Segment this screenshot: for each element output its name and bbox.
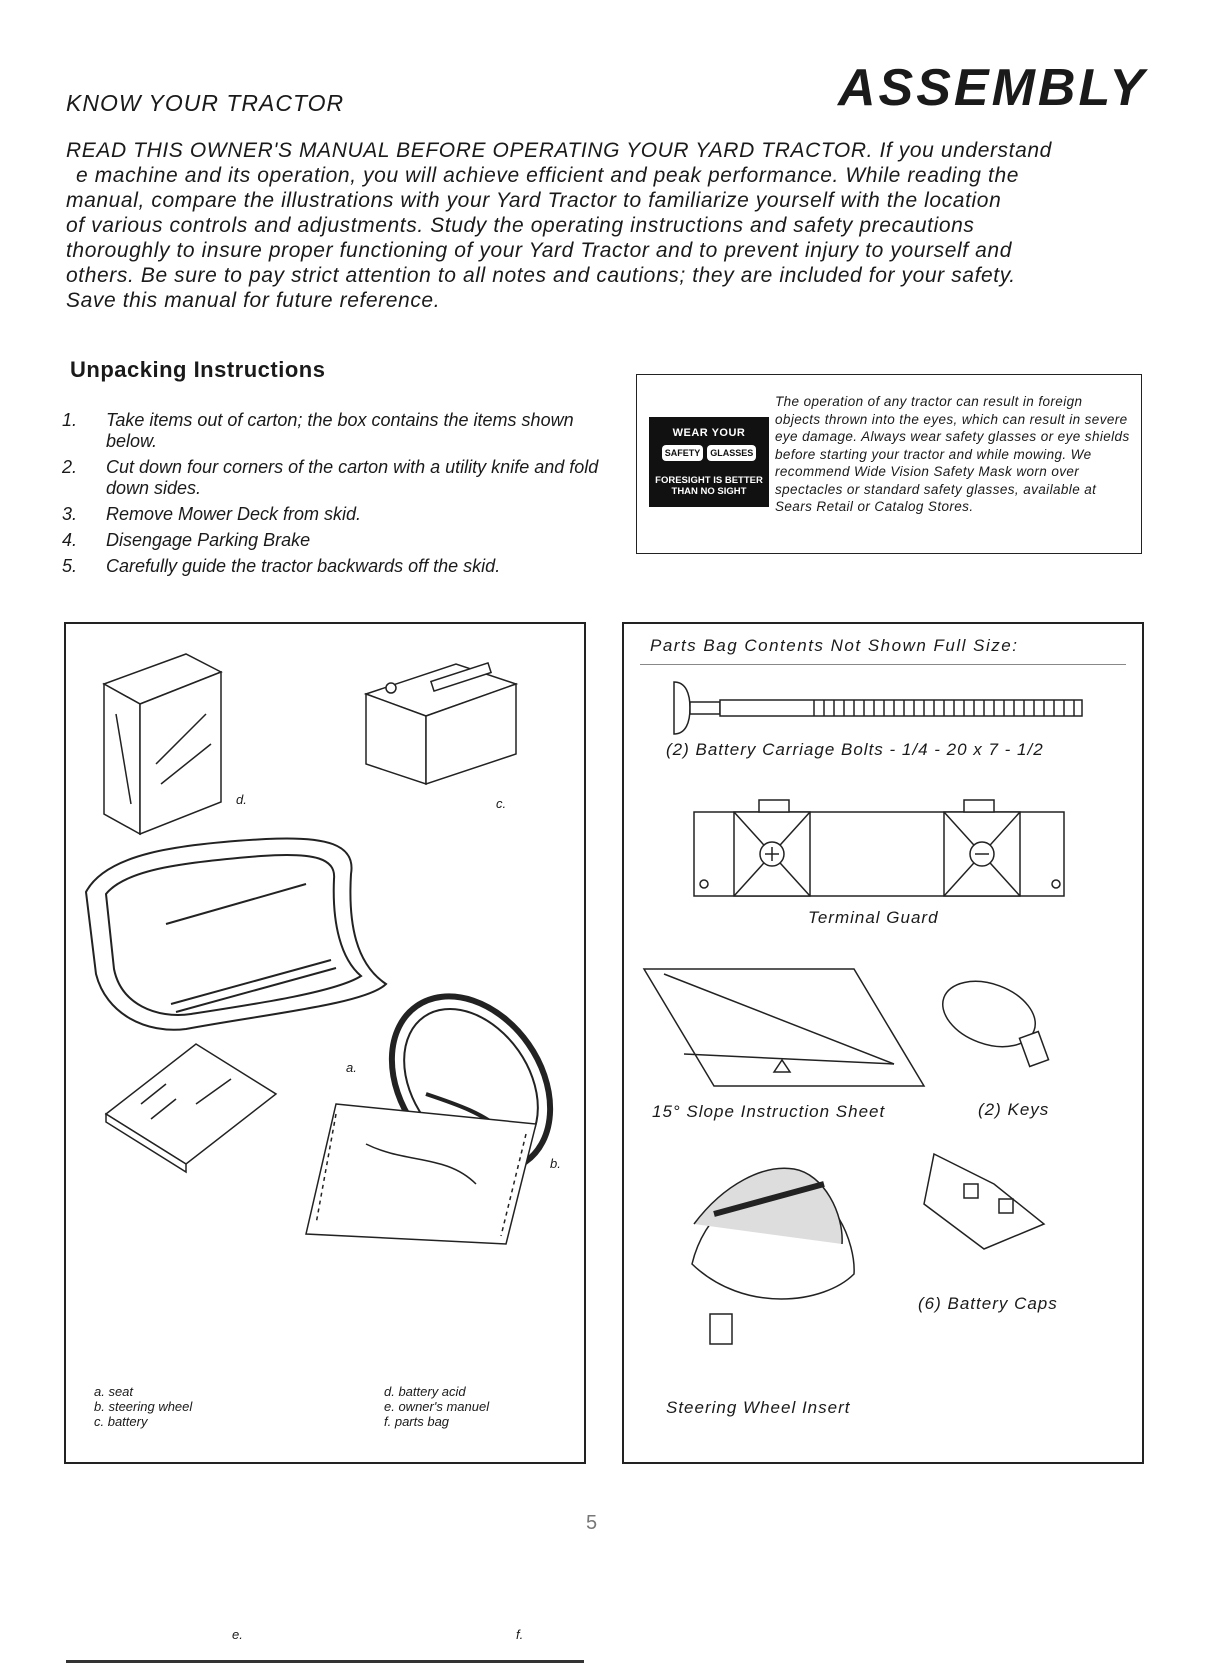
step-item: 5. Carefully guide the tractor backwards off the skid. bbox=[62, 556, 501, 576]
carriage-bolt-illustration bbox=[674, 682, 1082, 734]
intro-line: e machine and its operation, you will achieve efficient and peak performance. While reading the bbox=[76, 164, 1020, 187]
safety-text: The operation of any tractor can result in foreign objects thrown into the eyes, which can result in severe eye damage. Always wear safety glasses or eye shields before starting your tractor and while mowing. We recommend Wide Vision Safety Mask worn over spectacles or standard safety glasses, available at Sears Retail or Catalog Stores. bbox=[775, 394, 1130, 514]
unpacking-heading: Unpacking Instructions bbox=[70, 357, 326, 382]
keys-label: (2) Keys bbox=[978, 1100, 1050, 1119]
parts-bag-illustration bbox=[306, 1104, 536, 1244]
intro-line: Save this manual for future reference. bbox=[66, 289, 441, 312]
carton-contents-panel bbox=[64, 622, 586, 1642]
steering-wheel-insert-label: Steering Wheel Insert bbox=[666, 1398, 851, 1417]
intro-paragraph bbox=[66, 138, 1156, 313]
bolts-label: (2) Battery Carriage Bolts - 1/4 - 20 x 7 - 1/2 bbox=[666, 740, 1044, 759]
label-f: f. bbox=[516, 1627, 524, 1642]
owners-manual-illustration bbox=[106, 1044, 276, 1172]
page-title: ASSEMBLY bbox=[838, 59, 1148, 117]
terminal-guard-label: Terminal Guard bbox=[808, 908, 939, 927]
section-title: KNOW YOUR TRACTOR bbox=[66, 90, 345, 116]
legend-col-2: d. battery acid e. owner's manuel f. parts bag bbox=[384, 1384, 490, 1429]
parts-bag-heading: Parts Bag Contents Not Shown Full Size: bbox=[650, 636, 1019, 655]
battery-illustration bbox=[366, 663, 516, 784]
label-d: d. bbox=[236, 792, 247, 807]
intro-line: manual, compare the illustrations with your Yard Tractor to familiarize yourself with the location bbox=[66, 189, 1002, 212]
label-a: a. bbox=[346, 1060, 357, 1075]
step-item: 2. Cut down four corners of the carton with a utility knife and fold down sides. bbox=[62, 457, 599, 498]
step-item: 1. Take items out of carton; the box contains the items shown below. bbox=[62, 410, 574, 451]
intro-line: READ THIS OWNER'S MANUAL BEFORE OPERATING YOUR YARD TRACTOR. If you understand bbox=[66, 139, 1052, 162]
step-item: 4. Disengage Parking Brake bbox=[62, 530, 311, 550]
page-number: 5 bbox=[586, 1512, 598, 1534]
intro-line: thoroughly to insure proper functioning of your Yard Tractor and to prevent injury to yourself and bbox=[66, 239, 1012, 262]
label-e: e. bbox=[232, 1627, 243, 1642]
battery-acid-box-illustration bbox=[104, 654, 221, 834]
label-c: c. bbox=[496, 796, 507, 811]
battery-caps-label: (6) Battery Caps bbox=[918, 1294, 1058, 1313]
safety-notice bbox=[636, 374, 1142, 554]
slope-sheet-illustration bbox=[644, 969, 924, 1086]
legend-col-1: a. seat b. steering wheel c. battery bbox=[94, 1384, 193, 1429]
unpacking-steps bbox=[62, 410, 602, 582]
battery-caps-illustration bbox=[924, 1154, 1044, 1249]
intro-line: others. Be sure to pay strict attention to all notes and cautions; they are included for your safety. bbox=[66, 264, 1016, 287]
seat-illustration bbox=[86, 838, 386, 1029]
step-item: 3. Remove Mower Deck from skid. bbox=[62, 504, 362, 524]
label-b: b. bbox=[550, 1156, 561, 1171]
terminal-guard-illustration bbox=[694, 800, 1064, 896]
parts-bag-panel bbox=[622, 622, 1144, 1464]
slope-sheet-label: 15° Slope Instruction Sheet bbox=[652, 1102, 886, 1121]
safety-glasses-badge: WEAR YOUR SAFETY GLASSES FORESIGHT IS BETTER THAN NO SIGHT bbox=[649, 417, 769, 507]
keys-illustration bbox=[934, 969, 1049, 1066]
steering-wheel-insert-illustration bbox=[692, 1168, 854, 1344]
carton-illustrations bbox=[66, 624, 584, 1462]
intro-line: of various controls and adjustments. Study the operating instructions and safety precautions bbox=[66, 214, 975, 237]
